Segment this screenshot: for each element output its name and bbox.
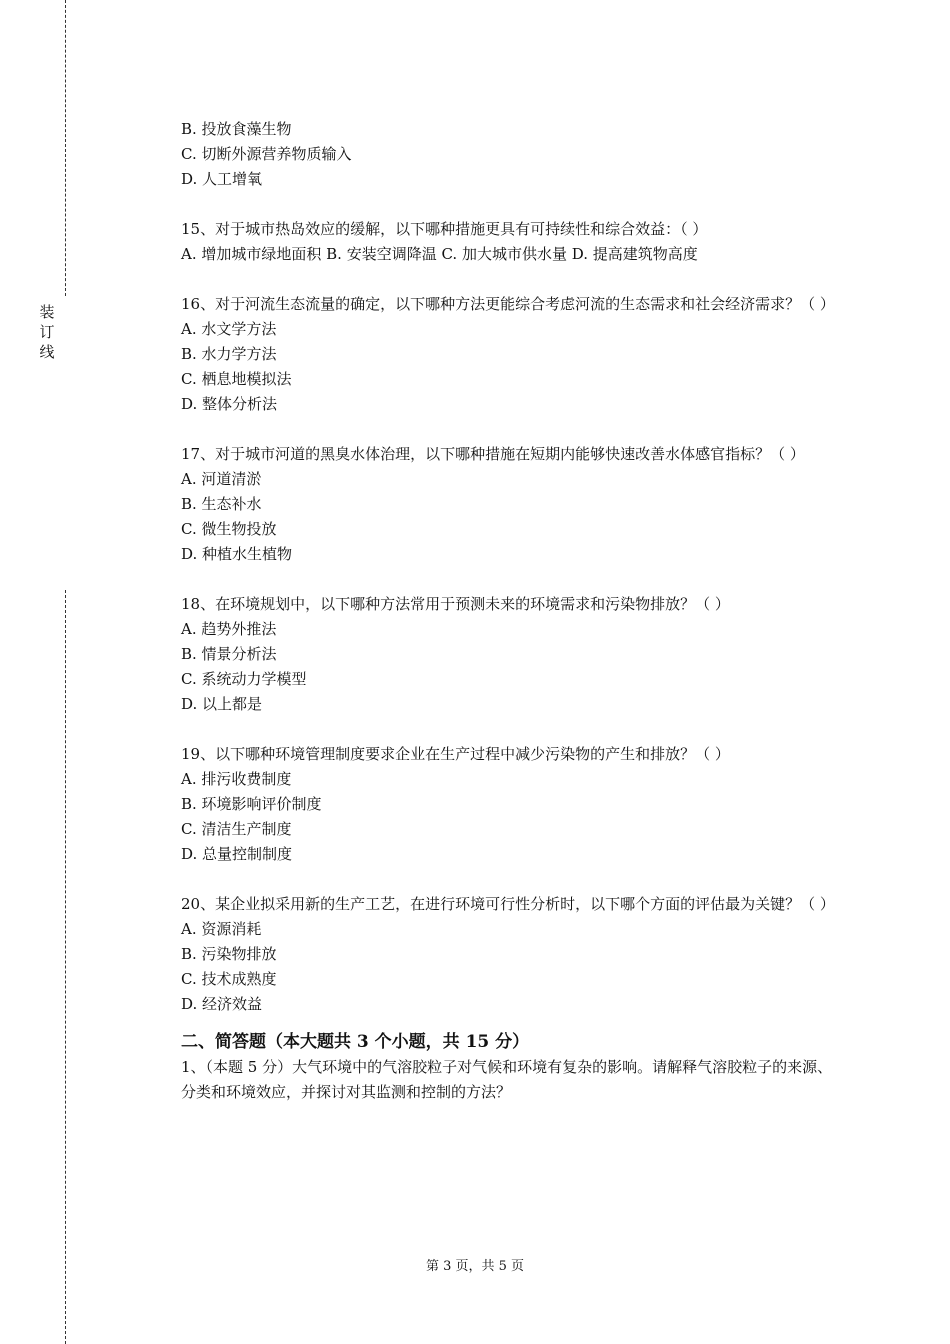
- question-stem: 20、某企业拟采用新的生产工艺，在进行环境可行性分析时，以下哪个方面的评估最为关键？（ ）: [181, 895, 835, 913]
- question-stem: 18、在环境规划中，以下哪种方法常用于预测未来的环境需求和污染物排放？（ ）: [181, 595, 730, 613]
- question-15: [181, 217, 837, 267]
- page-number: 第 3 页，共 5 页: [425, 1259, 525, 1274]
- option: B. 情景分析法: [181, 645, 277, 663]
- question-18: [181, 592, 837, 717]
- option: C. 栖息地模拟法: [181, 370, 292, 388]
- option: A. 水文学方法: [181, 320, 277, 338]
- option: C. 切断外源营养物质输入: [181, 145, 352, 163]
- option: B. 投放食藻生物: [181, 120, 292, 138]
- option: A. 河道清淤: [181, 470, 262, 488]
- binding-line-top: [65, 0, 66, 296]
- question-stem: 16、对于河流生态流量的确定，以下哪种方法更能综合考虑河流的生态需求和社会经济需求？（ ）: [181, 295, 835, 313]
- option: A. 增加城市绿地面积 B. 安装空调降温 C. 加大城市供水量 D. 提高建筑物高度: [181, 245, 698, 263]
- short-answer-question: 1、（本题 5 分）大气环境中的气溶胶粒子对气候和环境有复杂的影响。请解释气溶胶粒子的来源、分类和环境效应，并探讨对其监测和控制的方法？: [181, 1058, 833, 1101]
- question-stem: 17、对于城市河道的黑臭水体治理，以下哪种措施在短期内能够快速改善水体感官指标？（ ）: [181, 445, 805, 463]
- option: B. 污染物排放: [181, 945, 277, 963]
- question-19: [181, 742, 837, 867]
- question-16: [181, 292, 837, 417]
- option: B. 环境影响评价制度: [181, 795, 322, 813]
- option: C. 微生物投放: [181, 520, 277, 538]
- binding-char: 订: [39, 323, 55, 341]
- binding-char: 装: [39, 303, 55, 321]
- page-content: [181, 117, 837, 1105]
- option: B. 生态补水: [181, 495, 262, 513]
- binding-line-bottom: [65, 590, 66, 1344]
- section-title: 二、简答题（本大题共 3 个小题，共 15 分）: [181, 1032, 530, 1052]
- option: A. 排污收费制度: [181, 770, 292, 788]
- option: D. 种植水生植物: [181, 545, 293, 563]
- option: D. 人工增氧: [181, 170, 263, 188]
- option: C. 技术成熟度: [181, 970, 277, 988]
- option: C. 系统动力学模型: [181, 670, 307, 688]
- question-20: [181, 892, 837, 1017]
- option: D. 整体分析法: [181, 395, 278, 413]
- option: D. 经济效益: [181, 995, 263, 1013]
- continued-options: [181, 117, 837, 192]
- option: A. 趋势外推法: [181, 620, 277, 638]
- question-17: [181, 442, 837, 567]
- binding-label: [38, 302, 56, 362]
- binding-char: 线: [39, 343, 55, 361]
- option: A. 资源消耗: [181, 920, 262, 938]
- question-stem: 15、对于城市热岛效应的缓解，以下哪种措施更具有可持续性和综合效益：（ ）: [181, 220, 708, 238]
- option: D. 总量控制制度: [181, 845, 293, 863]
- option: B. 水力学方法: [181, 345, 277, 363]
- option: D. 以上都是: [181, 695, 263, 713]
- option: C. 清洁生产制度: [181, 820, 292, 838]
- question-stem: 19、以下哪种环境管理制度要求企业在生产过程中减少污染物的产生和排放？（ ）: [181, 745, 730, 763]
